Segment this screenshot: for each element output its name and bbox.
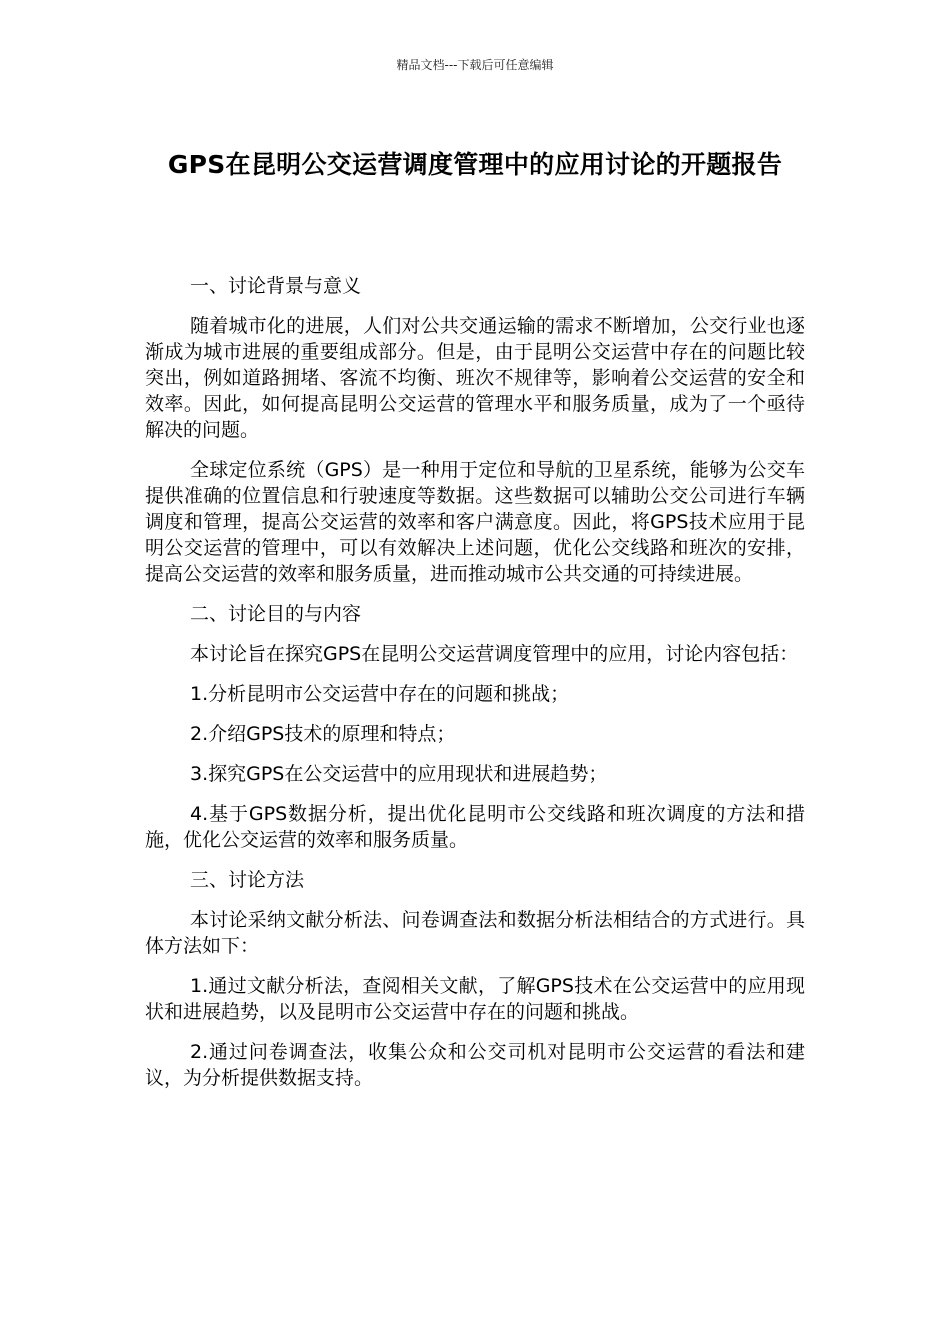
list-item: 3.探究GPS在公交运营中的应用现状和进展趋势； [190, 763, 608, 785]
paragraph: 随着城市化的进展，人们对公共交通运输的需求不断增加，公交行业也逐渐成为城市进展的重要组成部分。但是，由于昆明公交运营中存在的问题比较突出，例如道路拥堵、客流不均衡、班次不规律等，影响着公交运营的安全和效率。因此，如何提高昆明公交运营的管理水平和服务质量，成为了一个亟待解决的问题。 [145, 315, 805, 441]
page-header: 精品文档---下载后可任意编辑 [396, 58, 554, 72]
section-heading-purpose: 二、讨论目的与内容 [190, 603, 362, 625]
section-heading-background: 一、讨论背景与意义 [190, 275, 362, 297]
paragraph: 全球定位系统（GPS）是一种用于定位和导航的卫星系统，能够为公交车提供准确的位置信息和行驶速度等数据。这些数据可以辅助公交公司进行车辆调度和管理，提高公交运营的效率和客户满意度。因此，将GPS技术应用于昆明公交运营的管理中，可以有效解决上述问题，优化公交线路和班次的安排，提高公交运营的效率和服务质量，进而推动城市公共交通的可持续进展。 [145, 459, 805, 585]
list-item: 2.介绍GPS技术的原理和特点； [190, 723, 456, 745]
document-title: GPS在昆明公交运营调度管理中的应用讨论的开题报告 [167, 150, 783, 179]
list-item: 1.分析昆明市公交运营中存在的问题和挑战； [190, 683, 570, 705]
list-item: 4.基于GPS数据分析，提出优化昆明市公交线路和班次调度的方法和措施，优化公交运营的效率和服务质量。 [145, 803, 805, 851]
list-item: 1.通过文献分析法，查阅相关文献，了解GPS技术在公交运营中的应用现状和进展趋势，以及昆明市公交运营中存在的问题和挑战。 [145, 975, 805, 1023]
paragraph: 本讨论采纳文献分析法、问卷调查法和数据分析法相结合的方式进行。具体方法如下： [145, 909, 805, 957]
section-heading-method: 三、讨论方法 [190, 869, 305, 891]
document-body [145, 273, 805, 1105]
paragraph: 本讨论旨在探究GPS在昆明公交运营调度管理中的应用，讨论内容包括： [190, 643, 799, 665]
list-item: 2.通过问卷调查法，收集公众和公交司机对昆明市公交运营的看法和建议，为分析提供数据支持。 [145, 1041, 805, 1089]
